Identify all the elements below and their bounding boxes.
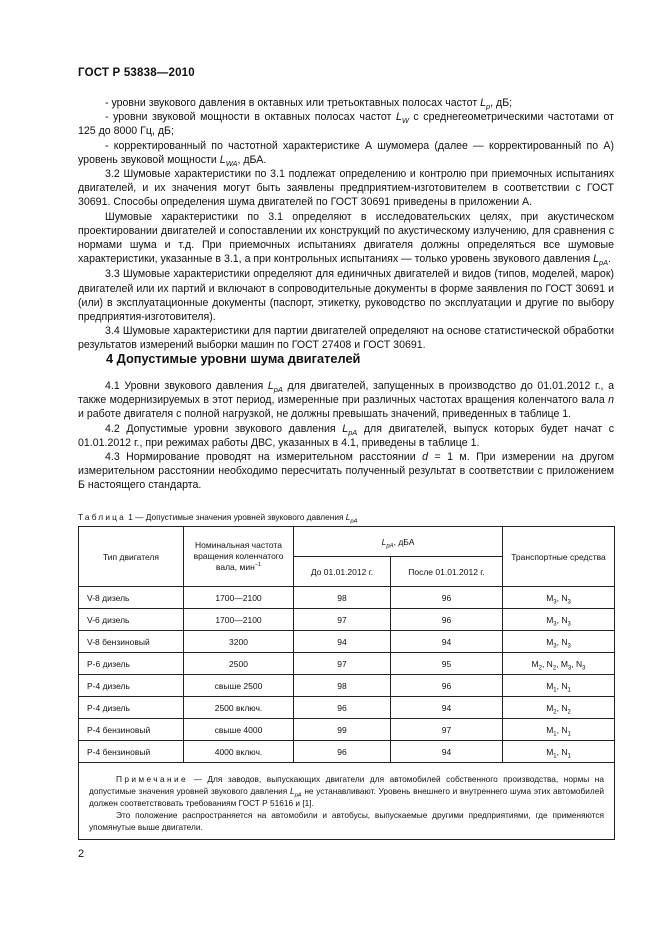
header-engine-type: Тип двигателя	[79, 527, 184, 587]
rated-speed-cell: 1700—2100	[184, 587, 294, 609]
rated-speed-cell: свыше 2500	[184, 675, 294, 697]
level-before-cell: 97	[294, 609, 391, 631]
table-row	[79, 741, 615, 763]
level-after-cell: 96	[391, 587, 503, 609]
header-vehicles: Транспортные средства	[503, 527, 615, 587]
paragraph-3-4: 3.4 Шумовые характеристики для партии двигателей определяют на основе статистической обработки результатов измерений выборки машин по ГОСТ 27408 и ГОСТ 30691.	[78, 325, 614, 352]
table-row	[79, 675, 615, 697]
table-row	[79, 719, 615, 741]
vehicle-categories-cell: $M_1$, $N_1$	[503, 719, 615, 741]
vehicle-categories-cell: $M_3$, $N_3$	[503, 631, 615, 653]
page-number: 2	[78, 848, 85, 860]
engine-type-cell: Р-4 бензиновый	[79, 741, 184, 763]
engine-type-cell: Р-4 дизель	[79, 675, 184, 697]
paragraph-3-3: 3.3 Шумовые характеристики определяют для единичных двигателей и видов (типов, моделей, марок) двигателей или их партий и включают в сопроводительные документы в форме заявления по ГОСТ 30691 и (или) в эксплуатационные документы (паспорт, этикетку, руководство по эксплуатации и другие по выбору предприятия-изготовителя).	[78, 268, 614, 324]
bullet-a-weighted: - корректированный по частотной характеристике А шумомера (далее — корректированный по А) уровень звуковой мощности $L_{WA}$, дБА.	[78, 139, 614, 168]
table-note-row	[79, 763, 615, 840]
engine-type-cell: Р-4 бензиновый	[79, 719, 184, 741]
header-before-2012: До 01.01.2012 г.	[294, 557, 391, 587]
table-row	[79, 653, 615, 675]
table-row	[79, 631, 615, 653]
rated-speed-cell: 1700—2100	[184, 609, 294, 631]
rated-speed-cell: 3200	[184, 631, 294, 653]
table-row	[79, 609, 615, 631]
level-after-cell: 94	[391, 697, 503, 719]
vehicle-categories-cell: $M_1$, $N_1$	[503, 741, 615, 763]
level-after-cell: 96	[391, 675, 503, 697]
level-after-cell: 94	[391, 741, 503, 763]
level-after-cell: 95	[391, 653, 503, 675]
engine-type-cell: V-8 дизель	[79, 587, 184, 609]
table-note: Примечание — Для заводов, выпускающих двигатели для автомобилей собственного производства, нормы на допустимые значения уровней звукового давления $L_{pA}$ не устанавливают. Уровень внешнего и внутреннего шума этих автомобилей должен соответствовать требованиям ГОСТ Р 51616 и [1]. Это положение распространяется на автомобили и автобусы, выпускаемые другими предприятиями, где применяются упомянутые выше двигатели.	[79, 763, 615, 840]
header-rated-speed: Номинальная частота вращения коленчатого вала, мин$^{-1}$	[184, 527, 294, 587]
paragraph-3-2-continued: Шумовые характеристики по 3.1 определяют в исследовательских целях, при акустическом проектировании двигателей и сопоставлении их конструкций по акустическому излучению, для сравнения с нормами шума и т.д. При приемочных испытаниях двигателя должны определяться все шумовые характеристики, указанные в 3.1, а при контрольных испытаниях — только уровень звукового давления $L_{pA}$.	[78, 210, 614, 268]
body-text-section-4	[78, 379, 614, 493]
level-before-cell: 94	[294, 631, 391, 653]
rated-speed-cell: 2500	[184, 653, 294, 675]
level-before-cell: 96	[294, 697, 391, 719]
bullet-octave-levels: - уровни звукового давления в октавных или третьоктавных полосах частот $L_p$, дБ;	[105, 97, 513, 112]
rated-speed-cell: 2500 включ.	[184, 697, 294, 719]
paragraph-4-3: 4.3 Нормирование проводят на измерительном расстоянии d = 1 м. При измерении на другом измерительном расстоянии необходимо пересчитать полученный результат в соответствии с приложением Б настоящего стандарта.	[78, 451, 614, 492]
engine-type-cell: V-8 бензиновый	[79, 631, 184, 653]
level-after-cell: 96	[391, 609, 503, 631]
engine-type-cell: Р-6 дизель	[79, 653, 184, 675]
document-header: ГОСТ Р 53838—2010	[78, 67, 195, 79]
engine-type-cell: V-6 дизель	[79, 609, 184, 631]
header-after-2012: После 01.01.2012 г.	[391, 557, 503, 587]
paragraph-4-1: 4.1 Уровни звукового давления $L_{pA}$ для двигателей, запущенных в производство до 01.01.2012 г., а также модернизируемых в этот период, измеренные при различных частотах вращения коленчатого вала n и работе двигателя с полной нагрузкой, не должны превышать значений, приведенных в таблице 1.	[78, 380, 614, 421]
level-before-cell: 97	[294, 653, 391, 675]
rated-speed-cell: свыше 4000	[184, 719, 294, 741]
rated-speed-cell: 4000 включ.	[184, 741, 294, 763]
level-after-cell: 97	[391, 719, 503, 741]
vehicle-categories-cell: $M_3$, $N_3$	[503, 587, 615, 609]
table-row	[79, 697, 615, 719]
body-text-top	[78, 96, 614, 353]
paragraph-3-2: 3.2 Шумовые характеристики по 3.1 подлежат определению и контролю при приемочных испытаниях двигателей, и их значения могут быть заявлены предприятием-изготовителем в соответствии с ГОСТ 30691. Способы определения шума двигателей по ГОСТ 30691 приведены в приложении А.	[78, 168, 614, 209]
vehicle-categories-cell: $M_1$, $N_1$	[503, 675, 615, 697]
vehicle-categories-cell: $M_3$, $N_3$	[503, 609, 615, 631]
engine-type-cell: Р-4 дизель	[79, 697, 184, 719]
section-4-heading: 4 Допустимые уровни шума двигателей	[106, 351, 361, 366]
bullet-sound-power: - уровни звуковой мощности в октавных полосах частот $L_W$ с среднегеометрическими частотами от 125 до 8000 Гц, дБ;	[78, 111, 614, 138]
level-after-cell: 94	[391, 631, 503, 653]
level-before-cell: 98	[294, 587, 391, 609]
paragraph-4-2: 4.2 Допустимые уровни звукового давления $L_{pA}$ для двигателей, выпуск которых будет начат с 01.01.2012 г., при режимах работы ДВС, указанных в 4.1, приведены в таблице 1.	[78, 422, 614, 449]
header-sound-level: $L_{pA}$, дБА	[294, 527, 503, 557]
table-caption: Таблица 1 — Допустимые значения уровней звукового давления $L_{pA}$	[78, 512, 358, 525]
level-before-cell: 96	[294, 741, 391, 763]
table-header-row	[79, 527, 615, 557]
vehicle-categories-cell: $M_2$, $N_2$, $M_3$, $N_3$	[503, 653, 615, 675]
level-before-cell: 98	[294, 675, 391, 697]
level-before-cell: 99	[294, 719, 391, 741]
noise-limits-table	[78, 526, 615, 840]
vehicle-categories-cell: $M_2$, $N_2$	[503, 697, 615, 719]
table-row	[79, 587, 615, 609]
